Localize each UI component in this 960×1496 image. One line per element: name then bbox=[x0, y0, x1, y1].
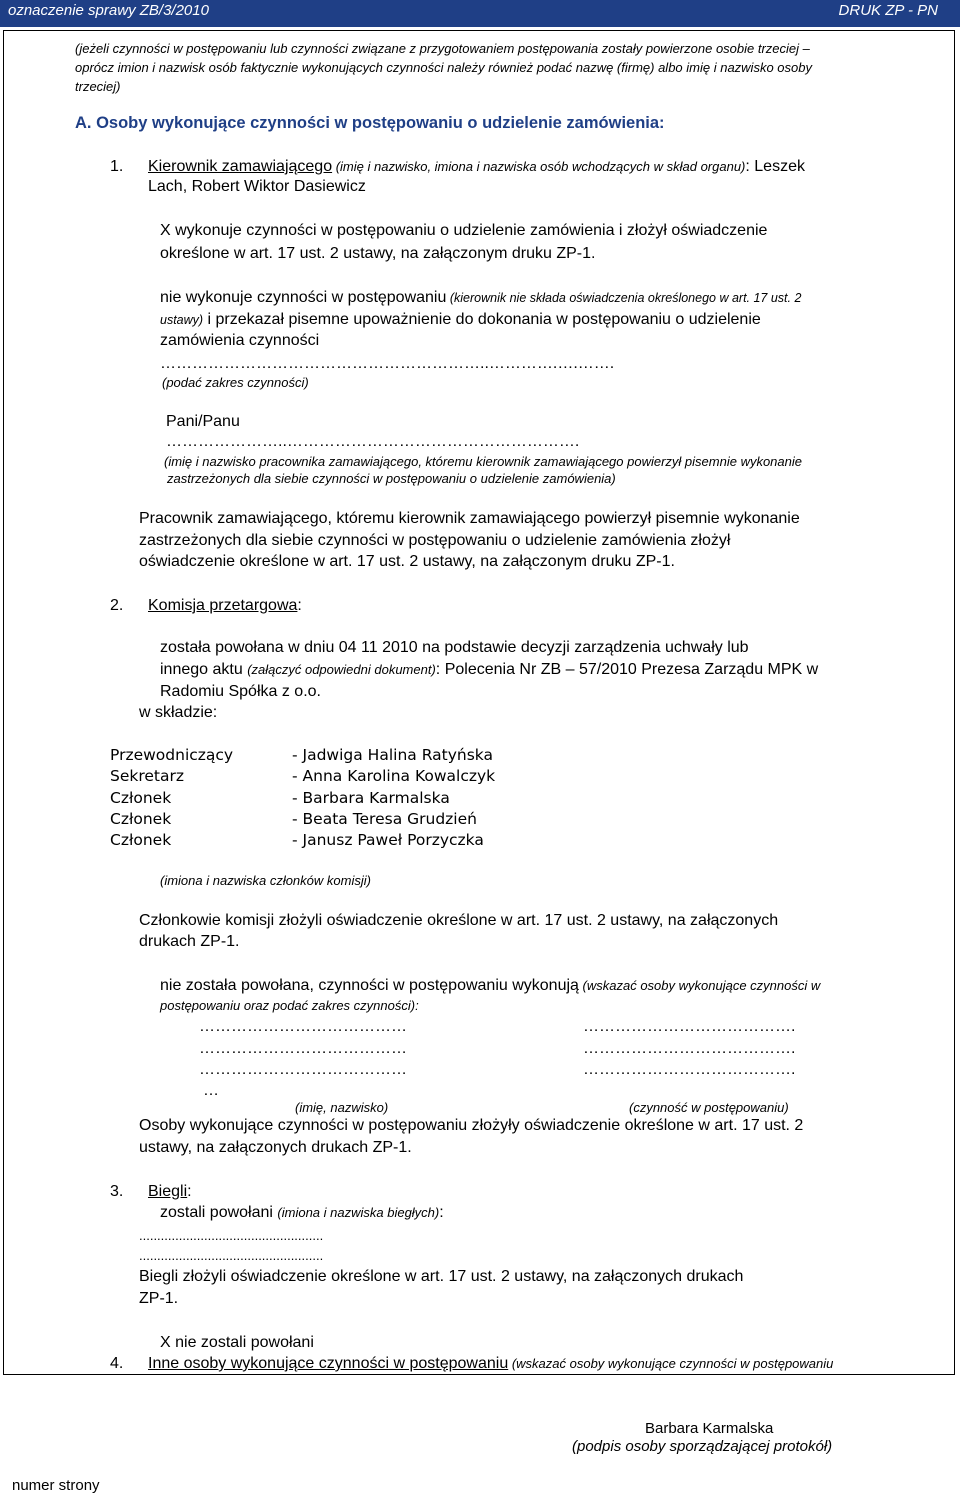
item2-line3: Radomiu Spółka z o.o. bbox=[160, 683, 321, 700]
member-role: Przewodniczący bbox=[110, 746, 234, 764]
dots-activity: …………………………………. bbox=[583, 1018, 796, 1035]
members-note: (imiona i nazwiska członków komisji) bbox=[160, 873, 371, 888]
scope-dots: ……………………………………………………..………….….……. bbox=[160, 355, 615, 372]
member-role: Członek bbox=[110, 810, 172, 828]
item1-title-line bbox=[148, 158, 805, 176]
dots-name: … bbox=[203, 1082, 219, 1099]
others-para-2: ustawy, na załączonych drukach ZP-1. bbox=[139, 1139, 412, 1156]
member-name: - Jadwiga Halina Ratyńska bbox=[292, 746, 493, 764]
scope-label: (podać zakres czynności) bbox=[162, 375, 309, 390]
item4-title: Inne osoby wykonujące czynności w postępowaniu bbox=[148, 1355, 509, 1372]
item1-option2-main: nie wykonuje czynności w postępowaniu bbox=[160, 289, 447, 306]
dots-activity: …………………………………. bbox=[583, 1040, 796, 1057]
item3-option2: X nie zostali powołani bbox=[160, 1334, 314, 1351]
dots-name: ………………………………… bbox=[199, 1018, 407, 1035]
form-code: DRUK ZP - PN bbox=[838, 2, 938, 19]
item1-number: 1. bbox=[110, 158, 124, 175]
item2-composition-label: w składzie: bbox=[139, 704, 218, 721]
col-label-activity: (czynność w postępowaniu) bbox=[629, 1100, 789, 1115]
intro-line-2: oprócz imion i nazwisk osób faktycznie wykonujących czynności należy również podać nazwę (firmę) albo imię i nazwisko osoby bbox=[75, 60, 812, 75]
member-role: Sekretarz bbox=[110, 767, 185, 785]
experts-dots: ................................................... bbox=[139, 1248, 324, 1263]
member-name: - Beata Teresa Grudzień bbox=[292, 810, 477, 828]
members-para-1: Członkowie komisji złożyli oświadczenie określone w art. 17 ust. 2 ustawy, na załączonych bbox=[139, 912, 779, 929]
employee-para-2: zastrzeżonych dla siebie czynności w postępowaniu o udzielenie zamówienia złożył bbox=[139, 532, 731, 549]
item2-line2: innego aktu (załączyć odpowiedni dokument): Polecenia Nr ZB – 57/2010 Prezesa Zarządu MPK w bbox=[160, 661, 819, 678]
intro-line-3: trzeciej) bbox=[75, 79, 121, 94]
employee-note-1: (imię i nazwisko pracownika zamawiającego, któremu kierownik zamawiającego powierzył pisemnie wykonanie bbox=[164, 454, 802, 469]
item1-option2-line1 bbox=[160, 289, 801, 307]
item1-option2-note: (kierownik nie składa oświadczenia określonego w art. 17 ust. 2 bbox=[446, 291, 802, 305]
dots-name: ………………………………… bbox=[199, 1061, 407, 1078]
signature-name: Barbara Karmalska bbox=[645, 1420, 774, 1437]
item1-option1-line1: X wykonuje czynności w postępowaniu o udzielenie zamówienia i złożył oświadczenie bbox=[160, 222, 768, 239]
employee-note-2: zastrzeżonych dla siebie czynności w postępowaniu o udzielenie zamówienia) bbox=[167, 471, 616, 486]
member-name: - Barbara Karmalska bbox=[292, 789, 450, 807]
item4-note: (wskazać osoby wykonujące czynności w postępowaniu bbox=[508, 1356, 834, 1371]
experts-para-2: ZP-1. bbox=[139, 1290, 179, 1307]
employee-para-3: oświadczenie określone w art. 17 ust. 2 ustawy, na załączonym druku ZP-1. bbox=[139, 553, 675, 570]
members-para-2: drukach ZP-1. bbox=[139, 933, 240, 950]
signature-label: (podpis osoby sporządzającej protokół) bbox=[572, 1438, 833, 1455]
item3-option1: zostali powołani (imiona i nazwiska biegłych): bbox=[160, 1204, 444, 1221]
item1-option2-line3: zamówienia czynności bbox=[160, 332, 320, 349]
item4-title-line bbox=[148, 1355, 833, 1373]
pani-panu: Pani/Panu bbox=[166, 413, 240, 430]
item2-line1: została powołana w dniu 04 11 2010 na podstawie decyzji zarządzenia uchwały lub bbox=[160, 639, 749, 656]
member-role: Członek bbox=[110, 831, 172, 849]
item3-title-line: Biegli: bbox=[148, 1183, 192, 1200]
item1-value: : Leszek bbox=[745, 158, 805, 175]
item1-option2-line2 bbox=[160, 311, 761, 329]
dots-name: ………………………………… bbox=[199, 1040, 407, 1057]
member-name: - Anna Karolina Kowalczyk bbox=[292, 767, 496, 785]
experts-dots: ................................................... bbox=[139, 1228, 324, 1243]
item2-option2-line1: nie została powołana, czynności w postępowaniu wykonują (wskazać osoby wykonujące czynności w bbox=[160, 977, 821, 994]
item1-option2-note-cont: ustawy) bbox=[160, 313, 204, 327]
item3-title: Biegli bbox=[148, 1183, 188, 1200]
others-para-1: Osoby wykonujące czynności w postępowaniu złożyły oświadczenie określone w art. 17 ust. 2 bbox=[139, 1117, 804, 1134]
item4-number: 4. bbox=[110, 1355, 124, 1372]
employee-para-1: Pracownik zamawiającego, któremu kierownik zamawiającego powierzył pisemnie wykonanie bbox=[139, 510, 800, 527]
member-role: Członek bbox=[110, 789, 172, 807]
case-number: oznaczenie sprawy ZB/3/2010 bbox=[8, 2, 209, 19]
item2-title-line: Komisja przetargowa: bbox=[148, 597, 302, 614]
col-label-name: (imię, nazwisko) bbox=[295, 1100, 389, 1115]
item1-note: (imię i nazwisko, imiona i nazwiska osób wchodzących w skład organu) bbox=[332, 159, 746, 174]
item1-option2-text: i przekazał pisemne upoważnienie do dokonania w postępowaniu o udzielenie bbox=[203, 311, 761, 328]
item1-title: Kierownik zamawiającego bbox=[148, 158, 333, 175]
page-number-label: numer strony bbox=[12, 1477, 100, 1494]
item3-number: 3. bbox=[110, 1183, 124, 1200]
member-name: - Janusz Paweł Porzyczka bbox=[292, 831, 484, 849]
item2-option2-line2: postępowaniu oraz podać zakres czynności): bbox=[160, 998, 419, 1013]
intro-line-1: (jeżeli czynności w postępowaniu lub czynności związane z przygotowaniem postępowania zostały powierzone osobie trzeciej – bbox=[75, 41, 810, 56]
page-header bbox=[0, 0, 960, 27]
item1-names: Lach, Robert Wiktor Dasiewicz bbox=[148, 178, 366, 195]
employee-dots: …………………..………………………………………………. bbox=[166, 433, 580, 450]
experts-para-1: Biegli złożyli oświadczenie określone w art. 17 ust. 2 ustawy, na załączonych drukach bbox=[139, 1268, 744, 1285]
section-a-heading: A. Osoby wykonujące czynności w postępowaniu o udzielenie zamówienia: bbox=[75, 114, 665, 132]
item1-option1-line2: określone w art. 17 ust. 2 ustawy, na załączonym druku ZP-1. bbox=[160, 245, 596, 262]
dots-activity: …………………………………. bbox=[583, 1061, 796, 1078]
item2-title: Komisja przetargowa bbox=[148, 597, 298, 614]
item2-number: 2. bbox=[110, 597, 124, 614]
